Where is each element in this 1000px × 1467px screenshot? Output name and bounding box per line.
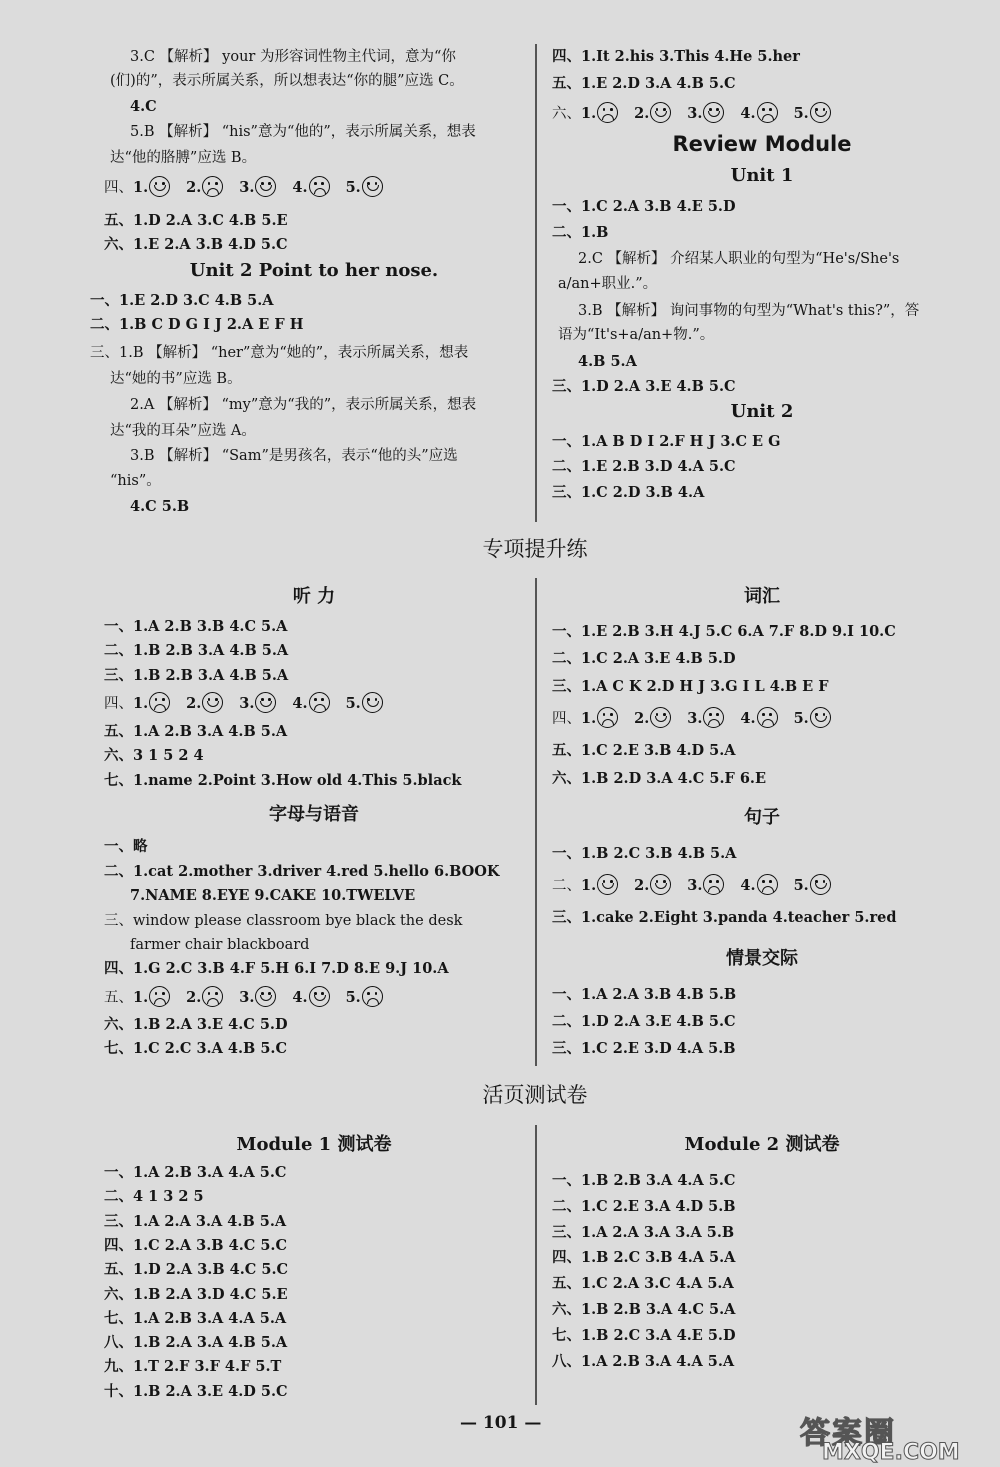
sad-face-icon <box>149 986 170 1007</box>
sad-face-icon <box>202 986 223 1007</box>
smiley-face-icon <box>255 986 276 1007</box>
item-number: 5. <box>793 877 809 894</box>
item-number: 1. <box>133 989 149 1006</box>
answer-line: 3.B 【解析】 “Sam”是男孩名，表示“他的头”应选 <box>130 448 458 464</box>
answer-line: 达“我的耳朵”应选 A。 <box>110 423 256 439</box>
unit-title: Unit 1 <box>730 165 794 186</box>
item-number: 1. <box>133 695 149 712</box>
answer-line: 五、1.D 2.A 3.C 4.B 5.E <box>104 212 288 229</box>
sad-face-icon <box>757 707 778 728</box>
answer-line: 4.C 5.B <box>130 498 190 515</box>
answer-line: 达“她的书”应选 B。 <box>110 371 242 387</box>
page-number: — 101 — <box>460 1413 542 1433</box>
item-number: 4. <box>292 695 308 712</box>
answer-line: 七、1.C 2.C 3.A 4.B 5.C <box>104 1040 288 1057</box>
answer-line: 三、1.C 2.E 3.D 4.A 5.B <box>552 1040 736 1057</box>
module-title: Review Module <box>672 132 852 156</box>
answer-line: 七、1.name 2.Point 3.How old 4.This 5.black <box>104 772 462 789</box>
item-number: 3. <box>687 105 703 122</box>
answer-line: 二、1.B <box>552 224 609 241</box>
answer-line: 3.C 【解析】 your 为形容词性物主代词，意为“你 <box>130 49 456 65</box>
answer-line: 3.B 【解析】 询问事物的句型为“What's this?”，答 <box>578 303 920 319</box>
sad-face-icon <box>757 874 778 895</box>
answer-line: 八、1.A 2.B 3.A 4.A 5.A <box>552 1352 735 1370</box>
answer-line: 语为“It's+a/an+物.”。 <box>558 327 715 343</box>
sad-face-icon <box>309 176 330 197</box>
sad-face-icon <box>703 874 724 895</box>
answer-line: farmer chair blackboard <box>130 937 310 953</box>
section-title: 专项提升练 <box>482 537 588 561</box>
module-test-title: Module 2 测试卷 <box>684 1134 840 1155</box>
item-number: 4. <box>292 989 308 1006</box>
answer-line: (们)的”，表示所属关系，所以想表达“你的腿”应选 C。 <box>110 73 464 89</box>
answer-line: 三、1.A 2.A 3.A 4.B 5.A <box>104 1212 287 1230</box>
item-number: 1. <box>581 710 597 727</box>
sad-face-icon <box>597 102 618 123</box>
answer-line: 五、1.C 2.A 3.C 4.A 5.A <box>552 1275 734 1293</box>
sad-face-icon <box>703 707 724 728</box>
smiley-face-icon <box>810 102 831 123</box>
item-number: 2. <box>634 710 650 727</box>
answer-line: “his”。 <box>110 473 161 489</box>
smiley-face-icon <box>810 707 831 728</box>
answer-line: 三、1.B 【解析】 “her”意为“她的”，表示所属关系，想表 <box>90 345 469 361</box>
face-answer-row <box>104 986 399 1009</box>
answer-line: 五、1.A 2.B 3.A 4.B 5.A <box>104 723 288 740</box>
answer-line: 三、1.A 2.A 3.A 3.A 5.B <box>552 1223 735 1241</box>
answer-line: 二、1.cat 2.mother 3.driver 4.red 5.hello 6.BOOK <box>104 863 500 880</box>
smiley-face-icon <box>149 176 170 197</box>
subsection-title: 词汇 <box>744 586 780 607</box>
answer-line: 三、1.C 2.D 3.B 4.A <box>552 484 705 501</box>
item-number: 2. <box>186 695 202 712</box>
answer-line: 七、1.B 2.C 3.A 4.E 5.D <box>552 1326 736 1344</box>
answer-line: 四、1.G 2.C 3.B 4.F 5.H 6.I 7.D 8.E 9.J 10.A <box>104 960 449 977</box>
answer-line: 六、3 1 5 2 4 <box>104 747 204 764</box>
subsection-title: 句子 <box>744 807 780 828</box>
answer-line: 二、1.E 2.B 3.D 4.A 5.C <box>552 458 736 475</box>
answer-line: 六、1.B 2.B 3.A 4.C 5.A <box>552 1301 736 1318</box>
answer-line: 2.A 【解析】 “my”意为“我的”，表示所属关系，想表 <box>130 397 477 413</box>
item-number: 5. <box>793 710 809 727</box>
answer-line: 九、1.T 2.F 3.F 4.F 5.T <box>104 1358 282 1376</box>
sad-face-icon <box>757 102 778 123</box>
answer-line: 5.B 【解析】 “his”意为“他的”，表示所属关系，想表 <box>130 124 476 140</box>
item-number: 2. <box>634 877 650 894</box>
item-number: 3. <box>239 695 255 712</box>
smiley-face-icon <box>255 692 276 713</box>
unit-title: Unit 2 Point to her nose. <box>189 260 439 281</box>
answer-line: 一、1.B 2.B 3.A 4.A 5.C <box>552 1172 736 1189</box>
answer-line: 三、1.A C K 2.D H J 3.G I L 4.B E F <box>552 678 829 695</box>
column-divider-bottom <box>535 1125 537 1405</box>
item-number: 5. <box>345 989 361 1006</box>
answer-line: 五、1.E 2.D 3.A 4.B 5.C <box>552 75 736 92</box>
answer-line: a/an+职业.”。 <box>558 276 658 292</box>
watermark-logo <box>800 1408 990 1464</box>
item-number: 1. <box>133 179 149 196</box>
answer-line: 三、1.D 2.A 3.E 4.B 5.C <box>552 378 736 395</box>
answer-line: 六、1.B 2.A 3.E 4.C 5.D <box>104 1016 288 1033</box>
answer-line: 一、1.A 2.B 3.B 4.C 5.A <box>104 618 288 635</box>
section-title: 活页测试卷 <box>482 1083 588 1107</box>
smiley-face-icon <box>810 874 831 895</box>
answer-line: 四、1.C 2.A 3.B 4.C 5.C <box>104 1236 288 1254</box>
sad-face-icon <box>202 176 223 197</box>
item-number: 1. <box>581 877 597 894</box>
answer-line: 二、1.B 2.B 3.A 4.B 5.A <box>104 642 289 659</box>
face-answer-row <box>552 874 847 897</box>
item-number: 2. <box>634 105 650 122</box>
smiley-face-icon <box>309 986 330 1007</box>
answer-line: 六、1.B 2.A 3.D 4.C 5.E <box>104 1285 288 1303</box>
face-answer-row <box>104 176 399 199</box>
item-number: 3. <box>687 877 703 894</box>
face-answer-row <box>552 102 847 125</box>
face-answer-row <box>552 707 847 730</box>
smiley-face-icon <box>703 102 724 123</box>
item-number: 5. <box>345 695 361 712</box>
subsection-title: 情景交际 <box>726 948 798 969</box>
watermark-text: 答案圈 <box>800 1416 896 1451</box>
item-number: 2. <box>186 989 202 1006</box>
item-number: 4. <box>740 877 756 894</box>
item-number: 3. <box>239 179 255 196</box>
answer-line: 一、略 <box>104 838 148 855</box>
answer-line: 二、1.C 2.E 3.A 4.D 5.B <box>552 1197 736 1215</box>
smiley-face-icon <box>650 874 671 895</box>
answer-line: 一、1.E 2.D 3.C 4.B 5.A <box>90 292 274 309</box>
answer-line: 4.B 5.A <box>578 353 637 370</box>
item-number: 4. <box>740 710 756 727</box>
subsection-title: 字母与语音 <box>269 804 359 825</box>
smiley-face-icon <box>202 692 223 713</box>
answer-line: 二、4 1 3 2 5 <box>104 1188 204 1206</box>
sad-face-icon <box>362 986 383 1007</box>
answer-line: 六、1.E 2.A 3.B 4.D 5.C <box>104 236 288 253</box>
column-divider-top <box>535 44 537 522</box>
item-number: 4. <box>740 105 756 122</box>
answer-line: 三、window please classroom bye black the desk <box>104 913 463 929</box>
row-prefix: 五、 <box>104 990 133 1006</box>
answer-line: 四、1.It 2.his 3.This 4.He 5.her <box>552 48 800 65</box>
smiley-face-icon <box>255 176 276 197</box>
answer-line: 一、1.A B D I 2.F H J 3.C E G <box>552 433 781 450</box>
answer-line: 四、1.B 2.C 3.B 4.A 5.A <box>552 1249 736 1267</box>
answer-line: 4.C <box>130 98 157 115</box>
answer-line: 七、1.A 2.B 3.A 4.A 5.A <box>104 1309 287 1327</box>
answer-line: 一、1.E 2.B 3.H 4.J 5.C 6.A 7.F 8.D 9.I 10.C <box>552 623 896 640</box>
answer-line: 达“他的胳膊”应选 B。 <box>110 150 257 166</box>
face-answer-row <box>104 692 399 715</box>
row-prefix: 四、 <box>104 180 133 196</box>
smiley-face-icon <box>650 102 671 123</box>
item-number: 3. <box>239 989 255 1006</box>
smiley-face-icon <box>650 707 671 728</box>
column-divider-middle <box>535 578 537 1066</box>
row-prefix: 四、 <box>552 711 581 727</box>
item-number: 5. <box>345 179 361 196</box>
answer-line: 一、1.B 2.C 3.B 4.B 5.A <box>552 845 737 862</box>
answer-line: 2.C 【解析】 介绍某人职业的句型为“He's/She's <box>578 251 900 267</box>
answer-line: 一、1.A 2.B 3.A 4.A 5.C <box>104 1164 287 1181</box>
smiley-face-icon <box>362 176 383 197</box>
answer-line: 二、1.B C D G I J 2.A E F H <box>90 316 304 333</box>
subsection-title: 听 力 <box>292 586 336 607</box>
item-number: 3. <box>687 710 703 727</box>
answer-line: 一、1.C 2.A 3.B 4.E 5.D <box>552 198 736 215</box>
row-prefix: 六、 <box>552 106 581 122</box>
sad-face-icon <box>597 707 618 728</box>
answer-line: 三、1.B 2.B 3.A 4.B 5.A <box>104 667 289 684</box>
answer-line: 六、1.B 2.D 3.A 4.C 5.F 6.E <box>552 770 767 787</box>
item-number: 4. <box>292 179 308 196</box>
item-number: 5. <box>793 105 809 122</box>
unit-title: Unit 2 <box>730 401 794 422</box>
answer-line: 十、1.B 2.A 3.E 4.D 5.C <box>104 1382 288 1400</box>
answer-line: 二、1.C 2.A 3.E 4.B 5.D <box>552 650 736 667</box>
item-number: 1. <box>581 105 597 122</box>
smiley-face-icon <box>597 874 618 895</box>
answer-line: 八、1.B 2.A 3.A 4.B 5.A <box>104 1334 288 1352</box>
answer-line: 7.NAME 8.EYE 9.CAKE 10.TWELVE <box>130 887 416 904</box>
row-prefix: 四、 <box>104 696 133 712</box>
item-number: 2. <box>186 179 202 196</box>
answer-line: 五、1.C 2.E 3.B 4.D 5.A <box>552 742 736 759</box>
answer-line: 二、1.D 2.A 3.E 4.B 5.C <box>552 1013 736 1030</box>
answer-line: 五、1.D 2.A 3.B 4.C 5.C <box>104 1261 289 1279</box>
sad-face-icon <box>309 692 330 713</box>
watermark-url: MXQE.COM <box>822 1440 960 1465</box>
module-test-title: Module 1 测试卷 <box>236 1134 392 1155</box>
sad-face-icon <box>149 692 170 713</box>
smiley-face-icon <box>362 692 383 713</box>
row-prefix: 二、 <box>552 878 581 894</box>
answer-line: 一、1.A 2.A 3.B 4.B 5.B <box>552 986 737 1003</box>
answer-line: 三、1.cake 2.Eight 3.panda 4.teacher 5.red <box>552 909 897 926</box>
